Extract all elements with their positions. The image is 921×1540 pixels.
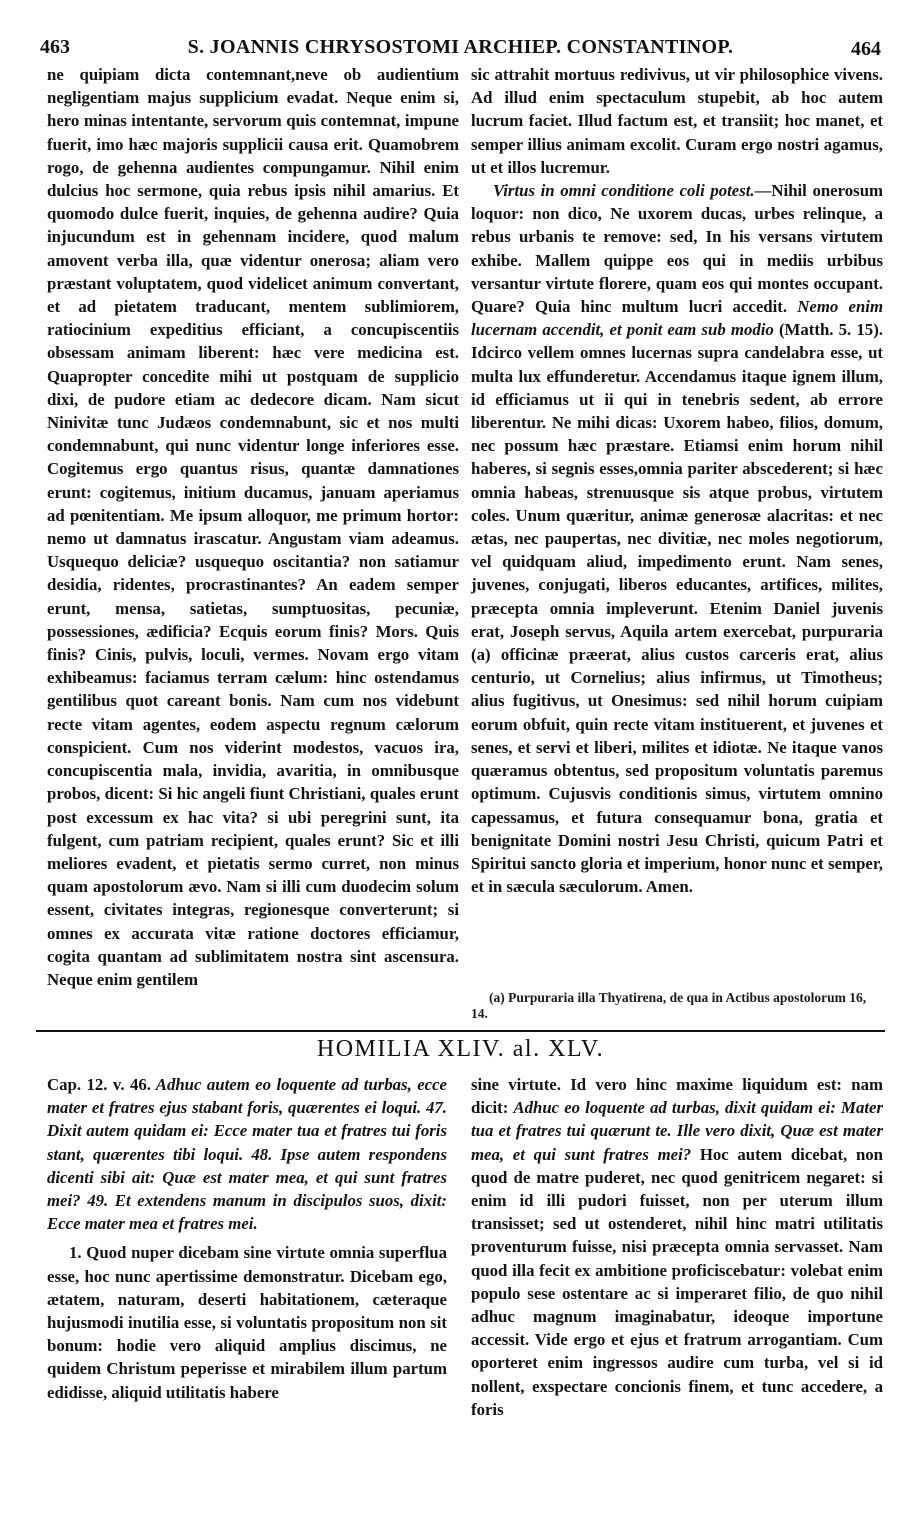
- scripture-quote: Adhuc eo loquente ad turbas, dixit quidam ei: Mater tua et fratres tui quærunt te. Ille vero dixit, Quæ est mater mea, et qui sunt fratres mei?: [471, 1098, 883, 1164]
- section-heading: Virtus in omni conditione coli potest.: [493, 181, 755, 201]
- chapter-verse-label: Cap. 12. v. 46.: [47, 1075, 151, 1094]
- paragraph: ne quipiam dicta contemnant,neve ob audientium negligentiam majus supplicium evadat. Neque enim si, hero minas intentante, servorum quis contemnat, impune fuerit, imo hæc majoris supplicii causa erit. Quamobrem rogo, de gehenna audientes compungamur. Nihil enim dulcius hoc sermone, quia rebus ipsis nihil amarius. Et quomodo dulce fuerit, inquies, de gehenna audire? Quia injucundum est in gehennam incidere, quod malum amovent verba illa, quæ videntur onerosa; aliam vero præstant voluptatem, quod videlicet animum convertant, et ad pietatem traducant, mentem sublimiorem, ratiocinium expeditius efficiant, a concupiscentiis obsessam animam liberent: hæc vere medicina est. Quapropter concedite mihi ut postquam de supplicio dixi, de pudore etiam ac dedecore dicam. Nam sicut Ninivitæ tunc Judæos condemnabunt, sic et nos multi condemnabunt, qui nunc videntur longe inferiores esse. Cogitemus ergo quantus risus, quantæ damnationes erunt: cogitemus, initium ducamus, januam aperiamus ad pœnitentiam. Me ipsum alloquor, me primum hortor: nemo ut damnatus irascatur. Angustam viam adeamus. Usquequo deliciæ? usquequo oscitantia? non satiamur desidia, ridentes, procrastinantes? An eadem semper erunt, mensa, satietas, sumptuositas, pecuniæ, possessiones, ædificia? Ecquis eorum finis? Mors. Quis finis? Cinis, pulvis, loculi, vermes. Novam ergo vitam exhibeamus: faciamus terram cælum: hinc ostendamus gentilibus quot careant bonis. Nam cum nos videbunt recte vitam agentes, eodem aspectu regnum cælorum conspicient. Cum nos viderint modestos, vacuos ira, concupiscentia mala, invidia, avaritia, in omnibusque probos, dicent: Si hic angeli fiunt Christiani, quales erunt post excessum ex hac vita? si ubi peregrini sunt, ita fulgent, cum patriam recipient, quales erunt? Sic et illi meliores evadent, et pietatis sermo curret, non minus quam apostolorum ævo. Nam si illi cum duodecim solum essent, civitates integras, regionesque converterunt; si omnes ex accurata vitæ ratione doctores efficiamur, cogita quantam ad sublimitatem nostra sint ascensura. Neque enim gentilem: [47, 65, 459, 989]
- paragraph: sic attrahit mortuus redivivus, ut vir philosophice vivens. Ad illud enim spectaculum stupebit, ab hoc autem lucrum faciet. Illud factum est, et transiit; hoc manet, et semper illius animam excolit. Curam ergo nostri agamus, ut et illos lucremur.: [471, 65, 883, 177]
- page-number-left: 463: [40, 36, 70, 58]
- column-right-bottom: [471, 1073, 883, 1421]
- column-left-top: [47, 63, 459, 991]
- column-left-bottom: [47, 1073, 447, 1404]
- running-title: S. JOANNIS CHRYSOSTOMI ARCHIEP. CONSTANTINOP.: [187, 36, 734, 58]
- scripture-quote: Nemo enim lucernam accendit, et ponit eam sub modio: [471, 297, 883, 340]
- footnote: (a) Purpuraria illa Thyatirena, de qua in Actibus apostolorum 16, 14.: [471, 990, 867, 1021]
- paragraph: [471, 179, 883, 898]
- paragraph-text: Hoc autem dicebat, non quod de matre puderet, nec quod genitricem negaret: si enim id illi pudori fuisset, non per uterum illum transisset; sed ut ostenderet, nihil hinc matri utilitatis proventurum fuisse, nisi præcepta omnia servasset. Nam quod illa fecit ex ambitione proficiscebatur: volebat enim populo sese ostentare ac si imperaret filio, de quo nihil adhuc magnum imaginabatur, ideoque importune accessit. Vide ergo et ejus et fratrum arrogantiam. Cum oporteret enim ingressos audire cum turba, vel si id nollent, exspectare concionis finem, et tunc accedere, a foris: [471, 1144, 883, 1419]
- scripture-reference: (Matth. 5. 15): [773, 320, 879, 340]
- paragraph-text: sine virtute. Id vero hinc maxime liquidum est: nam dicit:: [471, 1075, 883, 1118]
- page-number-right: 464: [851, 38, 881, 60]
- paragraph: [471, 1073, 883, 1421]
- paragraph-text: —Nihil onerosum loquor: non dico, Ne uxorem ducas, urbes relinque, a rebus urbanis te remove: sed, In his versans virtutem exhibe. Mallem quippe eos qui in mediis urbibus versantur virtute florere, quam eos qui montes occupant. Quare? Quia hinc multum lucri accedit.: [471, 181, 884, 317]
- paragraph: 1. Quod nuper dicebam sine virtute omnia superflua esse, hoc nunc apertissime demonstratur. Dicebam ego, ætatem, naturam, deserti habitationem, cæteraque hujusmodi inutilia esse, si voluntatis propositum non sit bonum: hodie vero aliquid amplius discimus, ne quidem Christum peperisse et mirabilem illum partum edidisse, aliquid utilitatis habere: [47, 1243, 447, 1402]
- column-right-top: [471, 63, 883, 898]
- homily-title: HOMILIA XLIV. al. XLV.: [316, 1036, 605, 1062]
- gospel-lemma: [47, 1073, 447, 1235]
- section-divider: [36, 1030, 885, 1032]
- running-header: [40, 36, 881, 62]
- paragraph-text: . Idcirco vellem omnes lucernas supra candelabra esse, ut multa lux effunderetur. Accendamus itaque ignem illum, id efficiamus ut ii qui in tenebris sedent, ab errore liberentur. Ne mihi dicas: Uxorem habeo, filios, domum, nec possum hæc præstare. Etiamsi enim horum nihil haberes, si segnis esses,omnia pariter abscederent; si hæc omnia habeas, strenuusque sis atque probus, virtutem coles. Unum quæritur, animæ generosæ alacritas: et nec ætas, nec paupertas, nec divitiæ, nec moles negotiorum, vel quidquam aliud, impedimento erunt. Nam senes, juvenes, conjugati, liberos educantes, artifices, milites, præcepta omnia impleverunt. Etenim Daniel juvenis erat, Joseph servus, Aquila artem exercebat, purpuraria (a) officinæ præerat, alius custos carceris erat, alius centurio, ut Cornelius; alius infirmus, ut Timotheus; alius fugitivus, ut Onesimus: sed nihil horum cuipiam eorum obfuit, quin recte vitam instituerent, et juvenes et senes, et servi et liberi, milites et idiotæ. Ne itaque vanos quæramus obtentus, sed propositum voluntatis paremus optimum. Cujusvis conditionis simus, virtutem omnino capessamus, et futura consequamur bona, gratia et benignitate Domini nostri Jesu Christi, quicum Patri et Spiritui sancto gloria et imperium, honor nunc et semper, et in sæcula sæculorum. Amen.: [471, 320, 883, 897]
- gospel-text: Adhuc autem eo loquente ad turbas, ecce mater et fratres ejus stabant foris, quærentes ei loqui. 47. Dixit autem quidam ei: Ecce mater tua et fratres tui foris stant, quærentes tibi loqui. 48. Ipse autem respondens dicenti sibi ait: Quæ est mater mea, et qui sunt fratres mei? 49. Et extendens manum in discipulos suos, dixit: Ecce mater mea et fratres mei.: [47, 1075, 448, 1234]
